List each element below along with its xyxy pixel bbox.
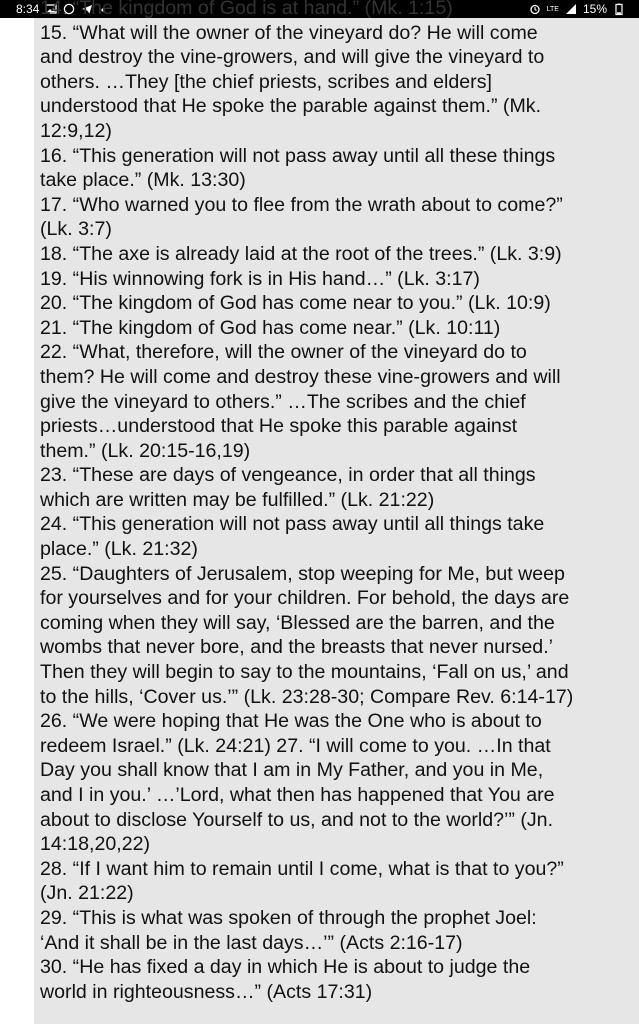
- text-line: 18. “The axe is already laid at the root of the trees.” (Lk. 3:9): [40, 242, 562, 265]
- text-line: (Jn. 21:22): [40, 882, 134, 905]
- text-line: world in righteousness…” (Acts 17:31): [40, 980, 373, 1003]
- text-line: ‘And it shall be in the last days…’” (Acts 2:16-17): [40, 931, 463, 954]
- text-line: 28. “If I want him to remain until I come, what is that to you?”: [40, 857, 564, 880]
- text-line: take place.” (Mk. 13:30): [40, 169, 246, 192]
- text-line: priests…understood that He spoke this parable against: [40, 415, 518, 438]
- text-line: to the hills, ‘Cover us.’” (Lk. 23:28-30; Compare Rev. 6:14-17): [40, 685, 574, 708]
- text-line: coming when they will say, ‘Blessed are the barren, and the: [40, 611, 555, 634]
- text-line: and destroy the vine-growers, and will give the vineyard to: [40, 46, 545, 69]
- text-line: 15. “What will the owner of the vineyard do? He will come: [40, 21, 538, 44]
- battery-percent: 15%: [582, 2, 607, 16]
- text-line: wombs that never bore, and the breasts that never nursed.’: [40, 636, 553, 659]
- text-line: them.” (Lk. 20:15-16,19): [40, 439, 251, 462]
- text-line: 25. “Daughters of Jerusalem, stop weeping for Me, but weep: [40, 562, 565, 585]
- text-line: 19. “His winnowing fork is in His hand…” (Lk. 3:17): [40, 267, 480, 290]
- text-line: (Lk. 3:7): [40, 218, 112, 241]
- text-line: about to disclose Yourself to us, and not to the world?’” (Jn.: [40, 808, 554, 831]
- text-line: them? He will come and destroy these vine-growers and will: [40, 365, 561, 388]
- text-line: 12:9,12): [40, 119, 112, 142]
- text-line: 24. “This generation will not pass away until all things take: [40, 513, 545, 536]
- text-line: Then they will begin to say to the mountains, ‘Fall on us,’ and: [40, 661, 569, 684]
- text-line: which are written may be fulfilled.” (Lk. 21:22): [40, 488, 435, 511]
- text-line: 21. “The kingdom of God has come near.” (Lk. 10:11): [40, 316, 501, 339]
- document-text: [40, 0, 635, 1004]
- text-line: and I in you.’ …’Lord, what then has happened that You are: [40, 784, 555, 806]
- text-line: 29. “This is what was spoken of through the prophet Joel:: [40, 906, 537, 929]
- text-line: place.” (Lk. 21:32): [40, 538, 198, 561]
- text-line: 14:18,20,22): [40, 833, 151, 856]
- text-line: 30. “He has fixed a day in which He is about to judge the: [40, 956, 531, 979]
- text-line: Day you shall know that I am in My Father, and you in Me,: [40, 759, 544, 782]
- text-line: give the vineyard to others.” …The scribes and the chief: [40, 390, 526, 413]
- text-line: 16. “This generation will not pass away until all these things: [40, 144, 556, 167]
- text-line: redeem Israel.” (Lk. 24:21) 27. “I will come to you. …In that: [40, 734, 551, 757]
- status-time: 8:34: [16, 2, 40, 16]
- text-line: 14. “The kingdom of God is at hand.” (Mk. 1:15): [40, 0, 453, 19]
- text-line: 20. “The kingdom of God has come near to you.” (Lk. 10:9): [40, 292, 551, 315]
- lte-indicator: LTE: [546, 5, 559, 13]
- text-line: 22. “What, therefore, will the owner of the vineyard do to: [40, 341, 527, 364]
- text-line: 17. “Who warned you to flee from the wrath about to come?”: [40, 193, 563, 216]
- text-line: understood that He spoke the parable against them.” (Mk.: [40, 95, 542, 118]
- text-line: 26. “We were hoping that He was the One who is about to: [40, 710, 542, 733]
- text-line: for yourselves and for your children. For behold, the days are: [40, 587, 570, 610]
- text-line: 23. “These are days of vengeance, in order that all things: [40, 464, 536, 487]
- text-line: others. …They [the chief priests, scribes and elders]: [40, 70, 492, 93]
